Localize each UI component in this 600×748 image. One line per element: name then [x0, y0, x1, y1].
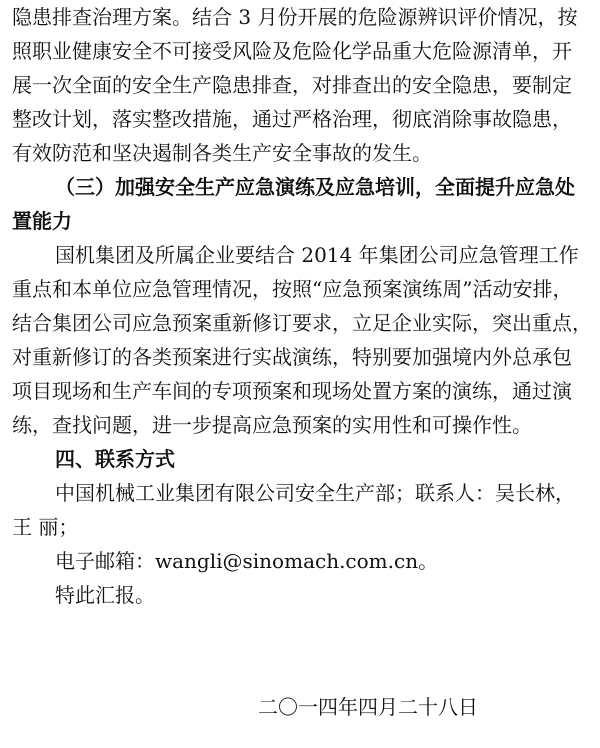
para2-line-2: 重点和本单位应急管理情况，按照“应急预案演练周”活动安排， — [12, 277, 573, 301]
contact-line-2: 王 丽； — [12, 515, 79, 539]
section-4-heading: 四、联系方式 — [55, 447, 175, 471]
para2-line-5: 项目现场和生产车间的专项预案和现场处置方案的演练，通过演 — [12, 379, 572, 403]
document-date: 二〇一四年四月二十八日 — [258, 695, 478, 719]
closing-line: 特此汇报。 — [55, 583, 155, 607]
para1-line-5: 有效防范和坚决遏制各类生产安全事故的发生。 — [12, 141, 432, 165]
para1-line-2: 照职业健康安全不可接受风险及危险化学品重大危险源清单，开 — [12, 39, 572, 63]
para2-line-6: 练，查找问题，进一步提高应急预案的实用性和可操作性。 — [12, 413, 532, 437]
email-line: 电子邮箱：wangli@sinomach.com.cn。 — [55, 549, 439, 573]
para2-line-3: 结合集团公司应急预案重新修订要求，立足企业实际，突出重点， — [12, 311, 592, 335]
section-3-heading-line-1: （三）加强安全生产应急演练及应急培训，全面提升应急处 — [55, 175, 575, 199]
para1-line-1: 隐患排查治理方案。结合 3 月份开展的危险源辨识评价情况，按 — [12, 5, 578, 29]
para2-line-1: 国机集团及所属企业要结合 2014 年集团公司应急管理工作 — [55, 243, 579, 267]
para1-line-3: 展一次全面的安全生产隐患排查，对排查出的安全隐患，要制定 — [12, 73, 572, 97]
para2-line-4: 对重新修订的各类预案进行实战演练，特别要加强境内外总承包 — [12, 345, 572, 369]
section-3-heading-line-2: 置能力 — [12, 209, 72, 233]
para1-line-4: 整改计划，落实整改措施，通过严格治理，彻底消除事故隐患， — [12, 107, 572, 131]
contact-line-1: 中国机械工业集团有限公司安全生产部；联系人：吴长林， — [55, 481, 575, 505]
